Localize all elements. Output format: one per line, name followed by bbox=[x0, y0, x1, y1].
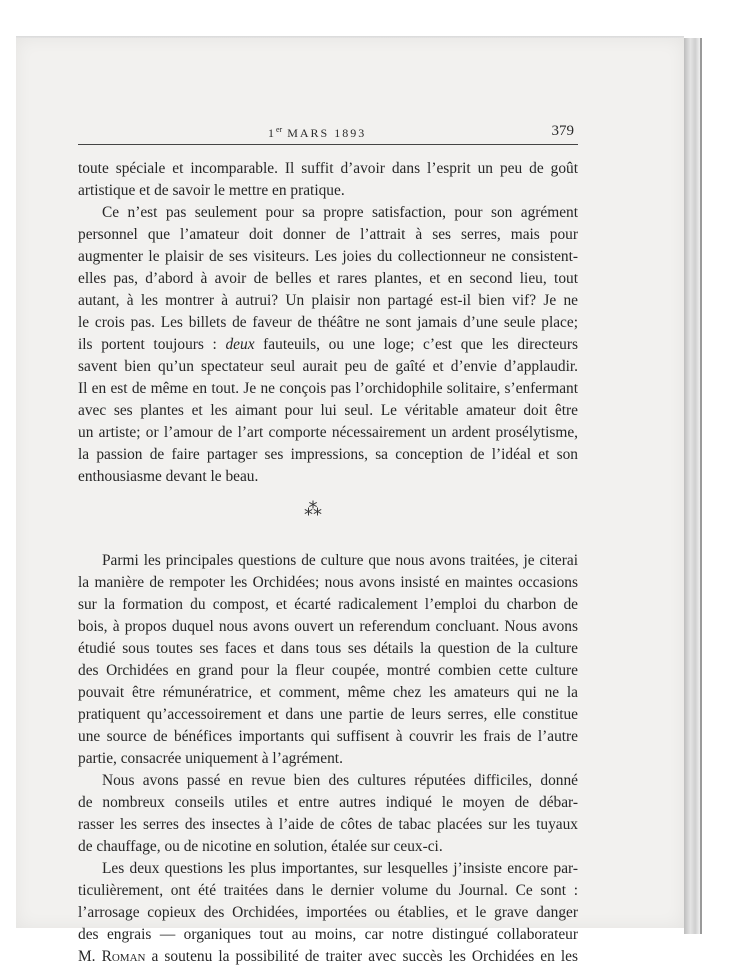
text-line bbox=[78, 334, 578, 356]
text-line: enthousiasme devant le beau. bbox=[78, 468, 259, 485]
text-line: des engrais — organiques tout au moins, car notre distingué collaborateur bbox=[78, 926, 578, 943]
text-line: Nous avons passé en revue bien des cultures réputées difficiles, donné bbox=[102, 772, 578, 789]
section-separator bbox=[78, 488, 578, 550]
text-span: fauteuils, ou une loge; c’est que les directeurs bbox=[254, 336, 578, 353]
text-line: Parmi les principales questions de culture que nous avons traitées, je citerai bbox=[102, 552, 578, 569]
italic-word: deux bbox=[225, 336, 255, 353]
text-line: autant, à les montrer à autrui? Un plaisir non partagé est-il bien vif? Je ne bbox=[78, 292, 578, 309]
text-span: ils portent toujours : bbox=[78, 336, 226, 353]
text-line: partie, consacrée uniquement à l’agrément. bbox=[78, 750, 343, 767]
text-line: de chauffage, ou de nicotine en solution, étalée sur ceux-ci. bbox=[78, 838, 443, 855]
text-line: toute spéciale et incomparable. Il suffit d’avoir dans l’esprit un peu de goût bbox=[78, 160, 578, 177]
text-line: un artiste; or l’amour de l’art comporte nécessairement un ardent prosélytisme, bbox=[78, 424, 578, 441]
text-line: augmenter le plaisir de ses visiteurs. Les joies du collectionneur ne consistent- bbox=[78, 248, 578, 265]
page-header bbox=[78, 121, 578, 145]
text-line: l’arrosage copieux des Orchidées, importées ou établies, et le grave danger bbox=[78, 904, 578, 921]
paragraph bbox=[78, 858, 578, 968]
text-line: la manière de rempoter les Orchidées; nous avons insisté en maintes occasions bbox=[78, 574, 578, 591]
text-span: M. bbox=[78, 948, 102, 965]
text-line: elles pas, d’abord à avoir de belles et rares plantes, et en second lieu, tout bbox=[78, 270, 578, 287]
text-line: la passion de faire partager ses impressions, sa conception de l’idéal et son bbox=[78, 446, 578, 463]
paragraph bbox=[78, 770, 578, 858]
page-edge-line bbox=[700, 38, 702, 934]
asterism: ⁂ bbox=[304, 499, 322, 519]
text-line: artistique et de savoir le mettre en pratique. bbox=[78, 182, 345, 199]
text-line: sur la formation du compost, et écarté radicalement l’emploi du charbon de bbox=[78, 596, 578, 613]
text-line: pouvait être rémunératrice, et comment, même chez les amateurs qui ne la bbox=[78, 684, 578, 701]
text-line: Il en est de même en tout. Je ne conçois pas l’orchidophile solitaire, s’enfermant bbox=[78, 380, 578, 397]
text-line: savent bien qu’un spectateur seul aurait peu de gaîté et d’envie d’applaudir. bbox=[78, 358, 578, 375]
text-line: de nombreux conseils utiles et entre autres indiqué le moyen de débar- bbox=[78, 794, 578, 811]
page-number: 379 bbox=[551, 123, 574, 139]
text-line: bois, à propos duquel nous avons ouvert un referendum concluant. Nous avons bbox=[78, 618, 578, 635]
body-text bbox=[78, 158, 578, 968]
paragraph bbox=[78, 550, 578, 770]
text-line: ticulièrement, ont été traitées dans le dernier volume du Journal. Ce sont : bbox=[78, 882, 578, 899]
text-line: des Orchidées en grand pour la fleur coupée, montré combien cette culture bbox=[78, 662, 578, 679]
book-gutter bbox=[684, 38, 700, 934]
text-line bbox=[78, 946, 578, 968]
author-name: Roman bbox=[101, 948, 146, 965]
text-line: avec ses plantes et les aimant pour lui seul. Le véritable amateur doit être bbox=[78, 402, 578, 419]
text-span: a soutenu la possibilité de traiter avec succès les Orchidées en les bbox=[145, 948, 578, 965]
text-line: Les deux questions les plus importantes, sur lesquelles j’insiste encore par- bbox=[102, 860, 578, 877]
text-line: Ce n’est pas seulement pour sa propre satisfaction, pour son agrément bbox=[102, 204, 578, 221]
running-title: 1er MARS 1893 bbox=[268, 125, 367, 140]
paragraph bbox=[78, 202, 578, 488]
text-line: pratiquent qu’accessoirement et dans une partie de leurs serres, elle constitue bbox=[78, 706, 578, 723]
text-line: une source de bénéfices importants qui suffisent à couvrir les frais de l’autre bbox=[78, 728, 578, 745]
text-line: rasser les serres des insectes à l’aide de côtes de tabac placées sur les tuyaux bbox=[78, 816, 578, 833]
text-line: le crois pas. Les billets de faveur de théâtre ne sont jamais d’une seule place; bbox=[78, 314, 578, 331]
text-line: étudié sous toutes ses faces et dans tous ses détails la question de la culture bbox=[78, 640, 578, 657]
header-rule bbox=[78, 144, 578, 145]
text-line: personnel que l’amateur doit donner de l’attrait à ses serres, mais pour bbox=[78, 226, 578, 243]
paragraph bbox=[78, 158, 578, 202]
